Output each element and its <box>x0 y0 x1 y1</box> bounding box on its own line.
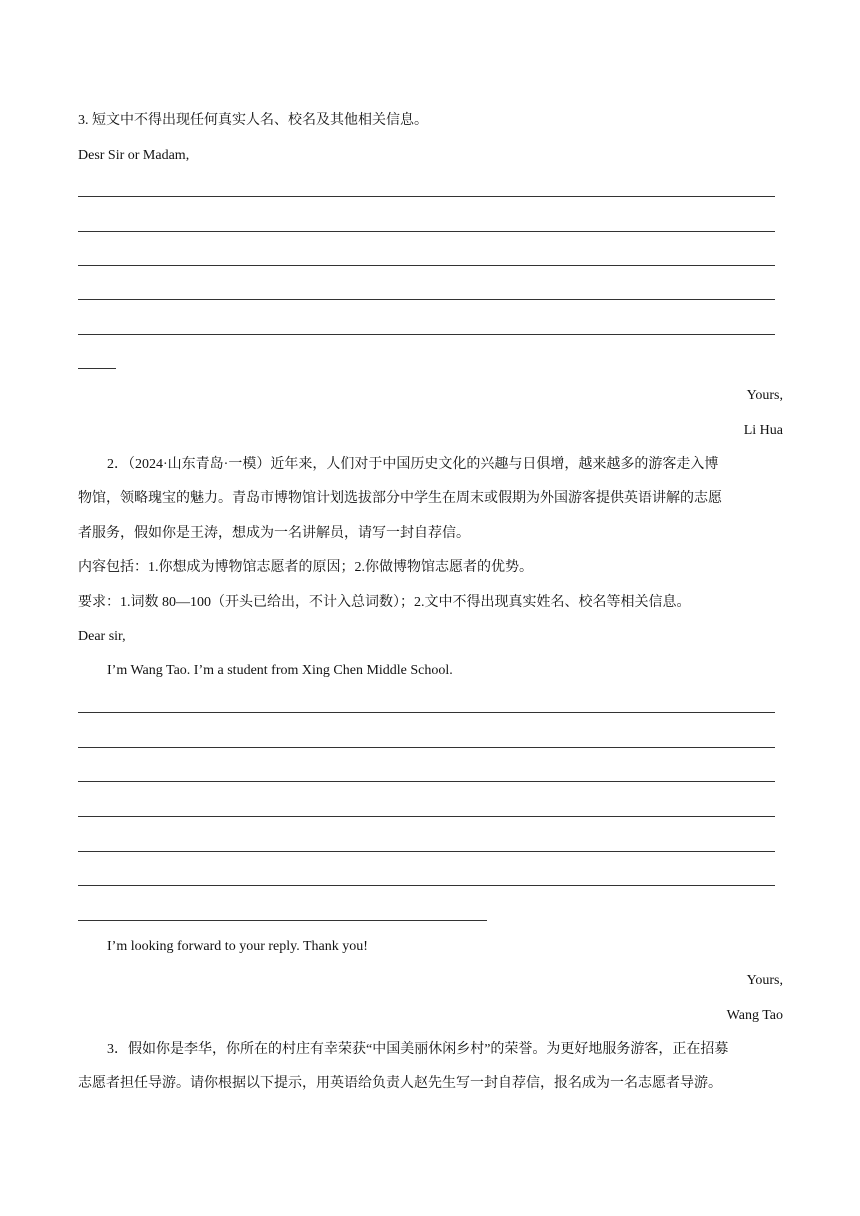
answer-line[interactable] <box>78 712 775 713</box>
answer-line-short[interactable] <box>78 368 116 369</box>
salutation-text: Desr Sir or Madam, <box>78 148 190 163</box>
answer-line[interactable] <box>78 851 775 852</box>
question-2-closing: Yours, <box>746 973 783 988</box>
question-3-line-1: 3．假如你是李华，你所在的村庄有幸荣获“中国美丽休闲乡村”的荣誉。为更好地服务游客，正在招募 <box>107 1042 729 1057</box>
question-2-line-1: 2．（2024·山东青岛·一模）近年来，人们对于中国历史文化的兴趣与日俱增，越来越多的游客走入博 <box>107 457 719 472</box>
signature-text: Li Hua <box>743 423 783 438</box>
question-2-line-3: 者服务，假如你是王涛，想成为一名讲解员，请写一封自荐信。 <box>78 526 470 541</box>
answer-line[interactable] <box>78 334 775 335</box>
answer-line[interactable] <box>78 781 775 782</box>
answer-line[interactable] <box>78 747 775 748</box>
answer-line[interactable] <box>78 231 775 232</box>
question-2-ending: I’m looking forward to your reply. Thank you! <box>107 939 368 954</box>
requirement-3-text: 3. 短文中不得出现任何真实人名、校名及其他相关信息。 <box>78 113 428 128</box>
answer-line[interactable] <box>78 816 775 817</box>
answer-line[interactable] <box>78 196 775 197</box>
question-3-line-2: 志愿者担任导游。请你根据以下提示，用英语给负责人赵先生写一封自荐信，报名成为一名志愿者导游。 <box>78 1076 722 1091</box>
answer-line[interactable] <box>78 299 775 300</box>
question-2-content: 内容包括：1.你想成为博物馆志愿者的原因；2.你做博物馆志愿者的优势。 <box>78 560 533 575</box>
question-2-line-2: 物馆，领略瑰宝的魅力。青岛市博物馆计划选拔部分中学生在周末或假期为外国游客提供英语讲解的志愿 <box>78 491 722 506</box>
question-2-signature: Wang Tao <box>726 1008 783 1023</box>
closing-text: Yours, <box>746 388 783 403</box>
question-2-opening: I’m Wang Tao. I’m a student from Xing Chen Middle School. <box>107 663 453 678</box>
answer-line-partial[interactable] <box>78 920 487 921</box>
answer-line[interactable] <box>78 265 775 266</box>
answer-line[interactable] <box>78 885 775 886</box>
question-2-requirements: 要求：1.词数 80—100（开头已给出，不计入总词数）；2.文中不得出现真实姓名、校名等相关信息。 <box>78 595 691 610</box>
question-2-salutation: Dear sir, <box>78 629 126 644</box>
